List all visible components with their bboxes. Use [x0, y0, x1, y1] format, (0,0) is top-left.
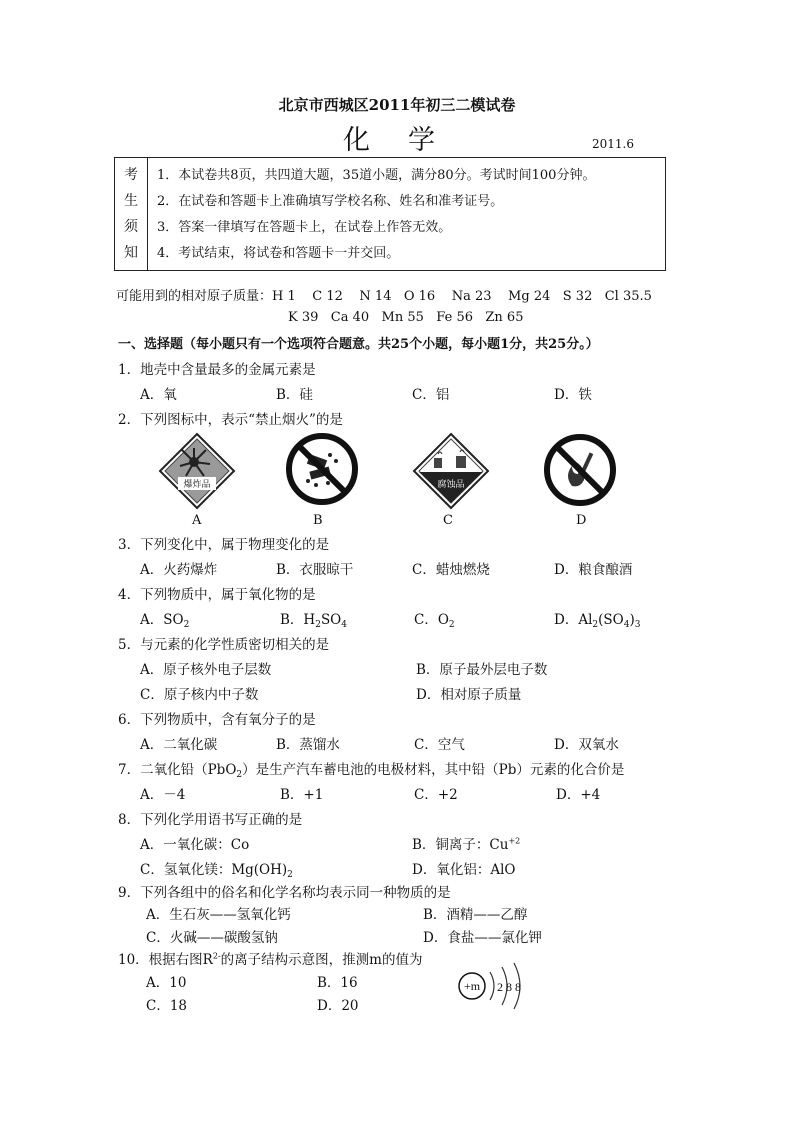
notice-label: 考 生 须 知	[115, 158, 148, 271]
q8-option-d: D．氧化铝：AlO	[412, 862, 516, 878]
question-9-stem: 9．下列各组中的俗名和化学名称均表示同一种物质的是	[118, 885, 451, 901]
q10-option-d: D．20	[317, 998, 359, 1014]
q4-option-d: D．$Al_2(SO_4)_3$	[554, 612, 641, 630]
q9-option-d: D．食盐——氯化钾	[423, 930, 542, 946]
q3-option-b: B．衣服晾干	[276, 562, 354, 578]
question-1-stem: 1．地壳中含量最多的金属元素是	[118, 362, 316, 378]
exam-title: 北京市西城区2011年初三二模试卷	[278, 96, 516, 114]
q10-option-b: B．16	[317, 975, 358, 991]
q8-option-c: C．氢氧化镁：$Mg(OH)_2$	[140, 862, 293, 880]
notice-items	[148, 158, 666, 271]
subject-title: 化学	[343, 125, 473, 156]
q7-option-a: A．－4	[140, 787, 186, 803]
q7-option-d: D．+4	[556, 787, 601, 803]
q7-option-c: C．+2	[414, 787, 458, 803]
q2-label-b: B	[313, 513, 323, 528]
q5-option-b: B．原子最外层电子数	[416, 662, 548, 678]
q6-option-b: B．蒸馏水	[276, 737, 340, 753]
q9-option-a: A．生石灰——氢氧化钙	[146, 907, 291, 923]
q2-label-c: C	[443, 513, 453, 528]
notice-item: 2．在试卷和答题卡上准确填写学校名称、姓名和准考证号。	[157, 194, 504, 209]
sign-c-text: 腐蚀品	[437, 480, 465, 490]
no-fireworks-sign-icon	[286, 433, 358, 505]
question-2-stem: 2．下列图标中，表示“禁止烟火”的是	[118, 412, 343, 428]
section-heading: 一、选择题（每小题只有一个选项符合题意。共25个小题，每小题1分，共25分。）	[118, 337, 599, 352]
sign-a-text: 爆炸品	[183, 480, 211, 490]
q5-option-c: C．原子核内中子数	[140, 687, 259, 703]
q5-option-a: A．原子核外电子层数	[140, 662, 272, 678]
q3-option-a: A．火药爆炸	[140, 562, 218, 578]
ion-structure-diagram	[452, 958, 532, 1014]
question-7-stem: 7．二氧化铅（PbO$_2$）是生产汽车蓄电池的电极材料，其中铅（Pb）元素的化合价是	[118, 762, 625, 780]
q5-option-d: D．相对原子质量	[416, 687, 522, 703]
q2-label-a: A	[192, 513, 202, 528]
question-8-stem: 8．下列化学用语书写正确的是	[118, 812, 303, 828]
q1-option-a: A．氧	[140, 387, 177, 403]
q2-label-d: D	[576, 513, 587, 528]
q4-option-a: A．$SO_2$	[140, 612, 190, 630]
q1-option-c: C．铝	[412, 387, 450, 403]
question-5-stem: 5．与元素的化学性质密切相关的是	[118, 637, 330, 653]
question-3-stem: 3．下列变化中，属于物理变化的是	[118, 537, 330, 553]
q7-option-b: B．+1	[280, 787, 324, 803]
nucleus-label: +m	[463, 979, 481, 993]
no-fire-sign-icon	[544, 434, 616, 506]
notice-item: 3．答案一律填写在答题卡上，在试卷上作答无效。	[157, 220, 452, 235]
explosive-hazard-sign-icon	[158, 432, 236, 510]
shell-electrons: 2 8 8	[497, 980, 521, 994]
q4-option-b: B．$H_2SO_4$	[280, 612, 347, 630]
q1-option-b: B．硅	[276, 387, 313, 403]
notice-item: 4．考试结束，将试卷和答题卡一并交回。	[157, 246, 400, 261]
q3-option-d: D．粮食酿酒	[554, 562, 633, 578]
q9-option-b: B．酒精——乙醇	[423, 907, 528, 923]
q6-option-a: A．二氧化碳	[140, 737, 218, 753]
atomic-masses-line2: K 39 Ca 40 Mn 55 Fe 56 Zn 65	[288, 310, 524, 325]
question-6-stem: 6．下列物质中，含有氧分子的是	[118, 712, 316, 728]
atomic-masses-line1: 可能用到的相对原子质量：H 1 C 12 N 14 O 16 Na 23 Mg 24 S 32 Cl 35.5	[116, 289, 652, 304]
q8-option-a: A．一氧化碳：Co	[140, 837, 250, 853]
question-4-stem: 4．下列物质中，属于氧化物的是	[118, 587, 316, 603]
question-10-stem: 10．根据右图$R^{2-}$的离子结构示意图，推测m的值为	[118, 951, 423, 968]
q1-option-d: D．铁	[554, 387, 592, 403]
q6-option-c: C．空气	[414, 737, 465, 753]
notice-item: 1．本试卷共8页，共四道大题，35道小题，满分80分。考试时间100分钟。	[157, 168, 596, 183]
exam-date: 2011.6	[592, 137, 634, 151]
exam-notice-box	[114, 157, 666, 271]
q6-option-d: D．双氧水	[554, 737, 619, 753]
q10-option-c: C．18	[146, 998, 188, 1014]
q10-option-a: A．10	[146, 975, 187, 991]
q8-option-b: B．铜离子：$Cu^{+2}$	[412, 836, 521, 853]
q4-option-c: C．$O_2$	[414, 612, 455, 630]
corrosive-hazard-sign-icon	[412, 432, 490, 510]
q3-option-c: C．蜡烛燃烧	[412, 562, 490, 578]
q9-option-c: C．火碱——碳酸氢钠	[146, 930, 278, 946]
